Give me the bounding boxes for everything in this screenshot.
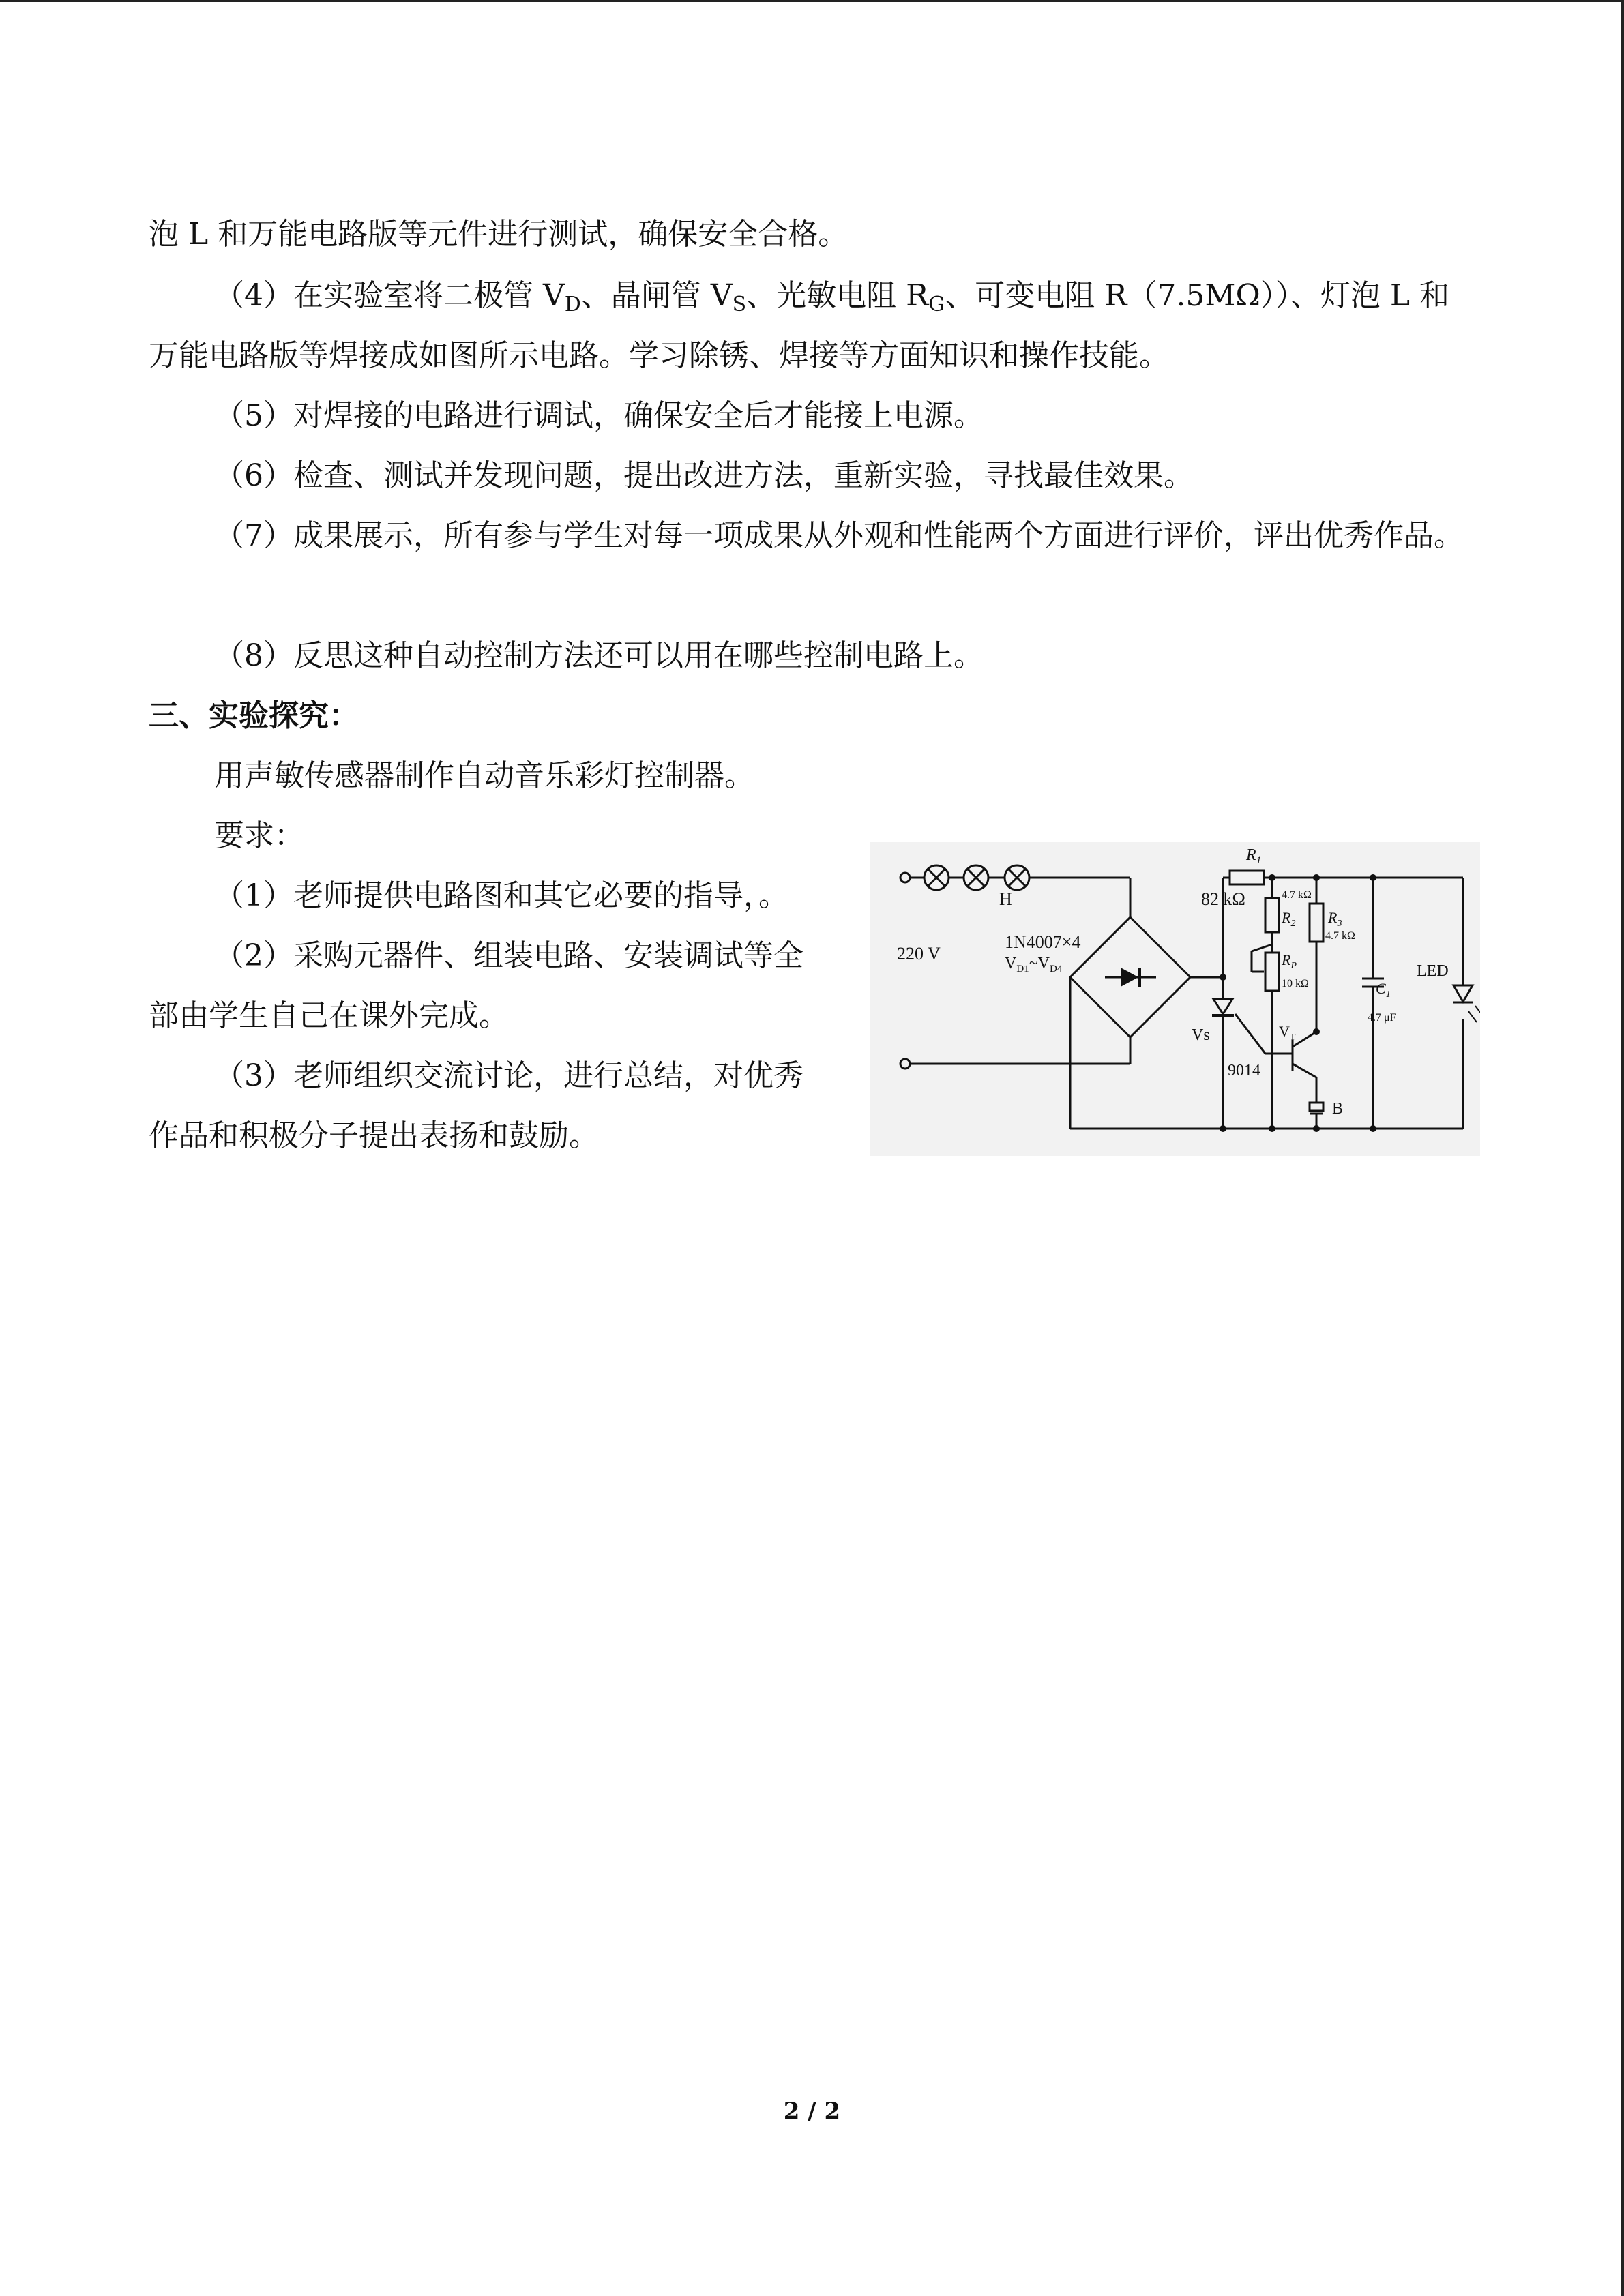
label-rp-value: 10 kΩ (1282, 978, 1309, 989)
paragraph-step-7: （7）成果展示，所有参与学生对每一项成果从外观和性能两个方面进行评价，评出优秀作品。 (214, 518, 1464, 553)
section-3-intro: 用声敏传感器制作自动音乐彩灯控制器。 (214, 758, 754, 793)
label-vd-range: $V_{D1}\sim V_{D4}$ (1005, 955, 1063, 974)
input-terminal-bottom (900, 1059, 910, 1069)
step-4-sub-s: S (732, 293, 747, 316)
label-h: H (999, 889, 1012, 909)
circuit-svg (870, 842, 1480, 1156)
label-vt: $V_T$ (1279, 1023, 1296, 1043)
requirement-1: （1）老师提供电路图和其它必要的指导，。 (214, 878, 788, 913)
page-border-right (1621, 0, 1624, 2296)
label-220v: 220 V (897, 944, 941, 964)
step-4-text-c: 、光敏电阻 R (746, 278, 929, 313)
paragraph-step-6: （6）检查、测试并发现问题，提出改进方法，重新实验，寻找最佳效果。 (214, 458, 1194, 493)
label-r3: $R_3$ (1328, 909, 1342, 929)
requirement-3: （3）老师组织交流讨论，进行总结，对优秀作品和积极分子提出表扬和鼓励。 (149, 1058, 803, 1153)
label-r2-value: 4.7 kΩ (1282, 889, 1312, 901)
label-transistor-model: 9014 (1228, 1062, 1260, 1079)
label-led: LED (1417, 962, 1449, 980)
paragraph-step-4 (149, 266, 1472, 386)
lamp-group-h (924, 865, 1029, 890)
step-4-text-b: 、晶闸管 V (580, 278, 733, 313)
label-buzzer: B (1332, 1100, 1344, 1118)
paragraph-step-5: （5）对焊接的电路进行调试，确保安全后才能接上电源。 (214, 398, 984, 433)
label-vs: Vs (1192, 1026, 1210, 1044)
paragraph-step-8: （8）反思这种自动控制方法还可以用在哪些控制电路上。 (214, 638, 984, 673)
label-r1: $R_1$ (1246, 846, 1262, 866)
label-rp: $R_P$ (1282, 951, 1297, 971)
label-r2: $R_2$ (1282, 909, 1296, 929)
label-r1-value: 82 kΩ (1201, 889, 1245, 909)
page-number: 2 / 2 (783, 2098, 841, 2125)
paragraph-continuation: 泡 L 和万能电路版等元件进行测试，确保安全合格。 (149, 217, 848, 252)
step-4-text-a: （4）在实验室将二极管 V (214, 278, 565, 313)
step-4-text-d: 、可变电阻 R（7.5MΩ））、灯泡 L 和万能电路版等焊接成如图所示电路。学习除锈、焊接等方面知识和操作技能。 (149, 278, 1450, 373)
requirement-2: （2）采购元器件、组装电路、安装调试等全部由学生自己在课外完成。 (149, 938, 803, 1033)
label-c1: $C_1$ (1376, 980, 1391, 1000)
label-r3-value: 4.7 kΩ (1325, 930, 1355, 942)
step-4-sub-d: D (564, 293, 581, 316)
section-3-heading: 三、实验探究： (149, 698, 359, 733)
circuit-diagram (870, 842, 1480, 1156)
label-c1-value: 4.7 μF (1368, 1012, 1396, 1024)
input-terminal-top (900, 873, 910, 882)
requirements-label: 要求： (214, 818, 304, 853)
resistor-r1 (1230, 871, 1264, 884)
label-diode-model: 1N4007×4 (1005, 932, 1081, 952)
page-border-top (0, 0, 1624, 2)
step-4-sub-g: G (928, 293, 945, 316)
